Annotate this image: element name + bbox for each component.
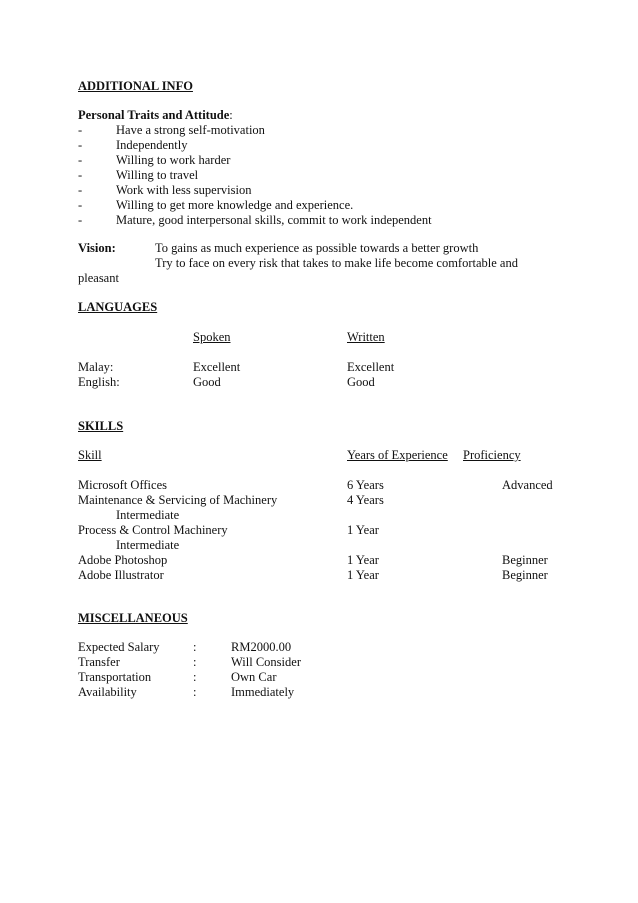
traits-colon: :: [229, 108, 233, 122]
trait-bullet: -: [78, 123, 83, 137]
skill-years: 4 Years: [347, 493, 384, 507]
misc-separator: :: [193, 655, 197, 669]
vision-label: Vision:: [78, 241, 116, 255]
skill-proficiency: Intermediate: [116, 538, 180, 552]
traits-title: Personal Traits and Attitude: [78, 108, 230, 122]
skill-column-header: Skill: [78, 448, 102, 462]
language-written: Excellent: [347, 360, 395, 374]
trait-item: Willing to work harder: [116, 153, 231, 167]
misc-value: Own Car: [231, 670, 277, 684]
trait-item: Willing to travel: [116, 168, 199, 182]
language-written: Good: [347, 375, 375, 389]
written-column-header: Written: [347, 330, 385, 344]
language-spoken: Good: [193, 375, 221, 389]
skill-years: 1 Year: [347, 568, 379, 582]
skill-proficiency: Beginner: [502, 568, 548, 582]
trait-bullet: -: [78, 198, 83, 212]
trait-bullet: -: [78, 183, 83, 197]
misc-separator: :: [193, 640, 197, 654]
misc-value: Will Consider: [231, 655, 301, 669]
skill-years: 1 Year: [347, 553, 379, 567]
misc-label: Expected Salary: [78, 640, 160, 654]
trait-bullet: -: [78, 213, 83, 227]
skill-name: Adobe Photoshop: [78, 553, 168, 567]
traits-title-line: [78, 108, 233, 123]
skill-name: Microsoft Offices: [78, 478, 167, 492]
proficiency-column-header: Proficiency: [463, 448, 521, 462]
languages-heading: LANGUAGES: [78, 300, 158, 314]
miscellaneous-heading: MISCELLANEOUS: [78, 611, 188, 625]
skill-proficiency: Beginner: [502, 553, 548, 567]
vision-text: To gains as much experience as possible towards a better growth: [155, 241, 479, 255]
trait-item: Willing to get more knowledge and experience.: [116, 198, 354, 212]
skill-years: 1 Year: [347, 523, 379, 537]
skill-proficiency: Intermediate: [116, 508, 180, 522]
trait-item: Work with less supervision: [116, 183, 252, 197]
language-name: Malay:: [78, 360, 114, 374]
trait-bullet: -: [78, 138, 83, 152]
misc-separator: :: [193, 685, 197, 699]
skill-name: Process & Control Machinery: [78, 523, 228, 537]
trait-item: Mature, good interpersonal skills, commit to work independent: [116, 213, 432, 227]
vision-text: pleasant: [78, 271, 119, 285]
misc-label: Availability: [78, 685, 137, 699]
language-spoken: Excellent: [193, 360, 241, 374]
spoken-column-header: Spoken: [193, 330, 231, 344]
trait-bullet: -: [78, 168, 83, 182]
misc-value: RM2000.00: [231, 640, 292, 654]
skill-name: Maintenance & Servicing of Machinery: [78, 493, 278, 507]
skill-name: Adobe Illustrator: [78, 568, 164, 582]
skills-heading: SKILLS: [78, 419, 124, 433]
skill-proficiency: Advanced: [502, 478, 553, 492]
misc-label: Transportation: [78, 670, 152, 684]
misc-separator: :: [193, 670, 197, 684]
misc-value: Immediately: [231, 685, 295, 699]
vision-text: Try to face on every risk that takes to make life become comfortable and: [155, 256, 518, 270]
skill-years: 6 Years: [347, 478, 384, 492]
additional-info-heading: ADDITIONAL INFO: [78, 79, 193, 93]
misc-label: Transfer: [78, 655, 120, 669]
language-name: English:: [78, 375, 120, 389]
trait-bullet: -: [78, 153, 83, 167]
years-column-header: Years of Experience: [347, 448, 448, 462]
trait-item: Have a strong self-motivation: [116, 123, 265, 137]
trait-item: Independently: [116, 138, 188, 152]
